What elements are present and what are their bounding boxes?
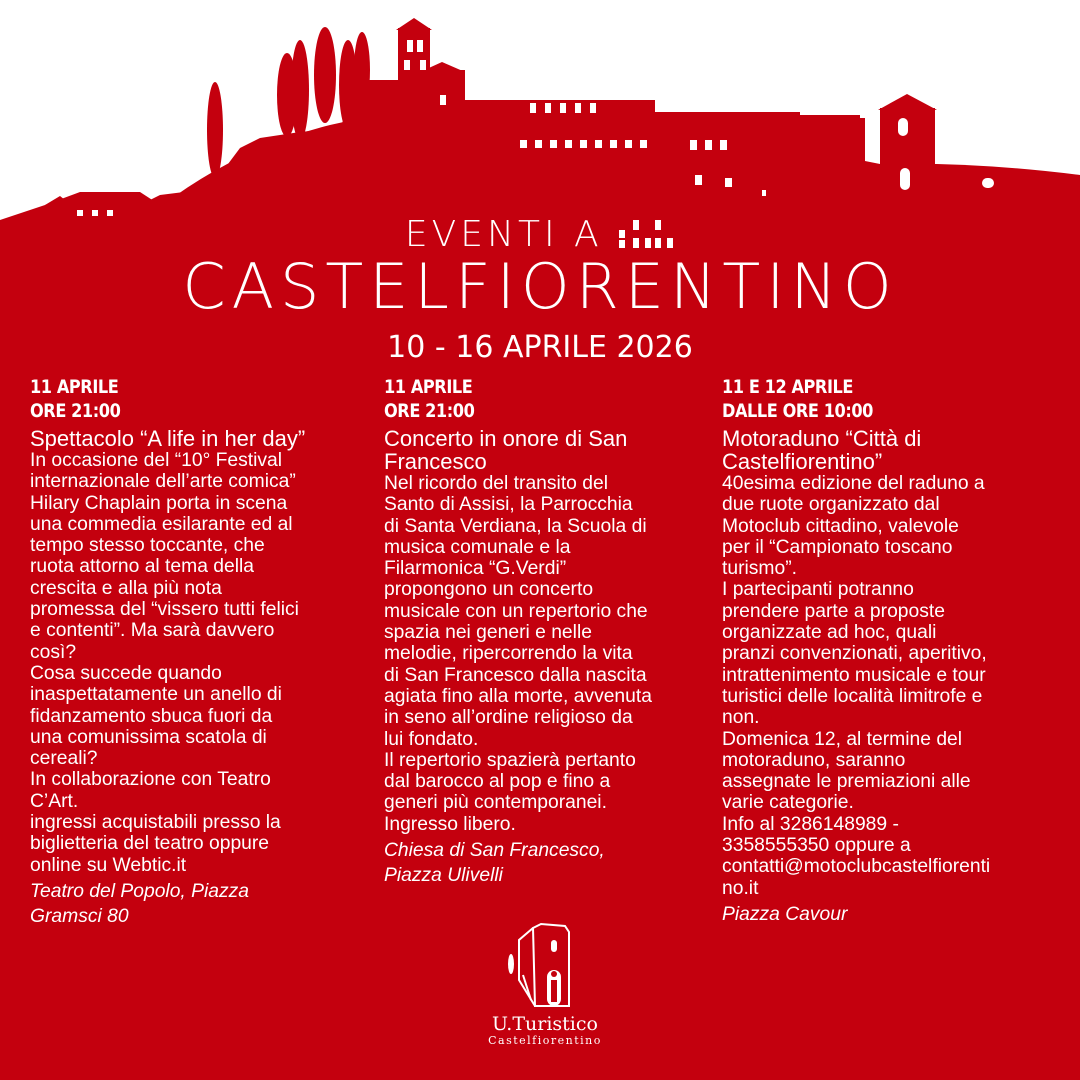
date-range: 10 - 16 APRILE 2026 bbox=[387, 330, 693, 365]
event-column-1 bbox=[30, 375, 370, 929]
event-column-2 bbox=[384, 375, 714, 888]
ufficio-turistico-logo bbox=[470, 920, 620, 1060]
logo-name: U.Turistico bbox=[492, 1013, 598, 1035]
title-small-text: EVENTI A bbox=[404, 214, 603, 255]
event-column-3 bbox=[722, 375, 1062, 927]
logo-subtitle: Castelfiorentino bbox=[488, 1034, 602, 1047]
event-date: 11 E 12 APRILE bbox=[722, 376, 854, 398]
event-venue: Piazza Cavour bbox=[722, 903, 848, 925]
event-title: Motoraduno “Città di Castelfiorentino” bbox=[722, 426, 922, 474]
event-time: ORE 21:00 bbox=[30, 400, 121, 422]
event-title: Concerto in onore di San Francesco bbox=[384, 426, 628, 474]
title-eventi-a bbox=[0, 214, 1080, 255]
event-title: Spettacolo “A life in her day” bbox=[30, 426, 306, 451]
event-description: 40esima edizione del raduno a due ruote organizzato dal Motoclub cittadino, valevole per il “Campionato toscano turismo”. I partecipanti potranno prendere parte a proposte organizzate ad hoc, quali pranzi convenzionati, aperitivo, intrattenimento musicale e tour turistici delle località limitrofe e non. Domenica 12, al termine del motoraduno, saranno assegnate le premiazioni alle varie categorie. Info al 3286148989 - 3358555350 oppure a contatti@motoclubcastelfiorenti no.it bbox=[722, 473, 991, 899]
event-venue: Teatro del Popolo, Piazza Gramsci 80 bbox=[30, 880, 250, 927]
event-description: In occasione del “10° Festival internazionale dell’arte comica” Hilary Chaplain porta in scena una commedia esilarante ed al tempo stesso toccante, che ruota attorno al tema della crescita e alla più nota promessa del “vissero tutti felici e contenti”. Ma sarà davvero così? Cosa succede quando inaspettatamente un anello di fidanzamento sbuca fuori da una comunissima scatola di cereali? In collaborazione con Teatro C’Art. ingressi acquistabili presso la biglietteria del teatro oppure online su Webtic.it bbox=[30, 450, 299, 876]
event-date: 11 APRILE bbox=[30, 376, 119, 398]
event-time: ORE 21:00 bbox=[384, 400, 475, 422]
windows-motif-icon bbox=[619, 220, 675, 250]
event-venue: Chiesa di San Francesco, Piazza Ulivelli bbox=[384, 840, 605, 887]
tower-logo-icon bbox=[495, 920, 595, 1012]
event-date: 11 APRILE bbox=[384, 376, 473, 398]
event-description: Nel ricordo del transito del Santo di Assisi, la Parrocchia di Santa Verdiana, la Scuola di musica comunale e la Filarmonica “G.Verdi” propongono un concerto musicale con un repertorio che spazia nei generi e nelle melodie, ripercorrendo la vita di San Francesco dalla nascita agiata fino alla morte, avvenuta in seno all’ordine religioso da lui fondato. Il repertorio spazierà pertanto dal barocco al pop e fino a generi più contemporanei. Ingresso libero. bbox=[384, 473, 652, 835]
event-time: DALLE ORE 10:00 bbox=[722, 400, 873, 422]
page-title: CASTELFIORENTINO bbox=[182, 250, 898, 323]
